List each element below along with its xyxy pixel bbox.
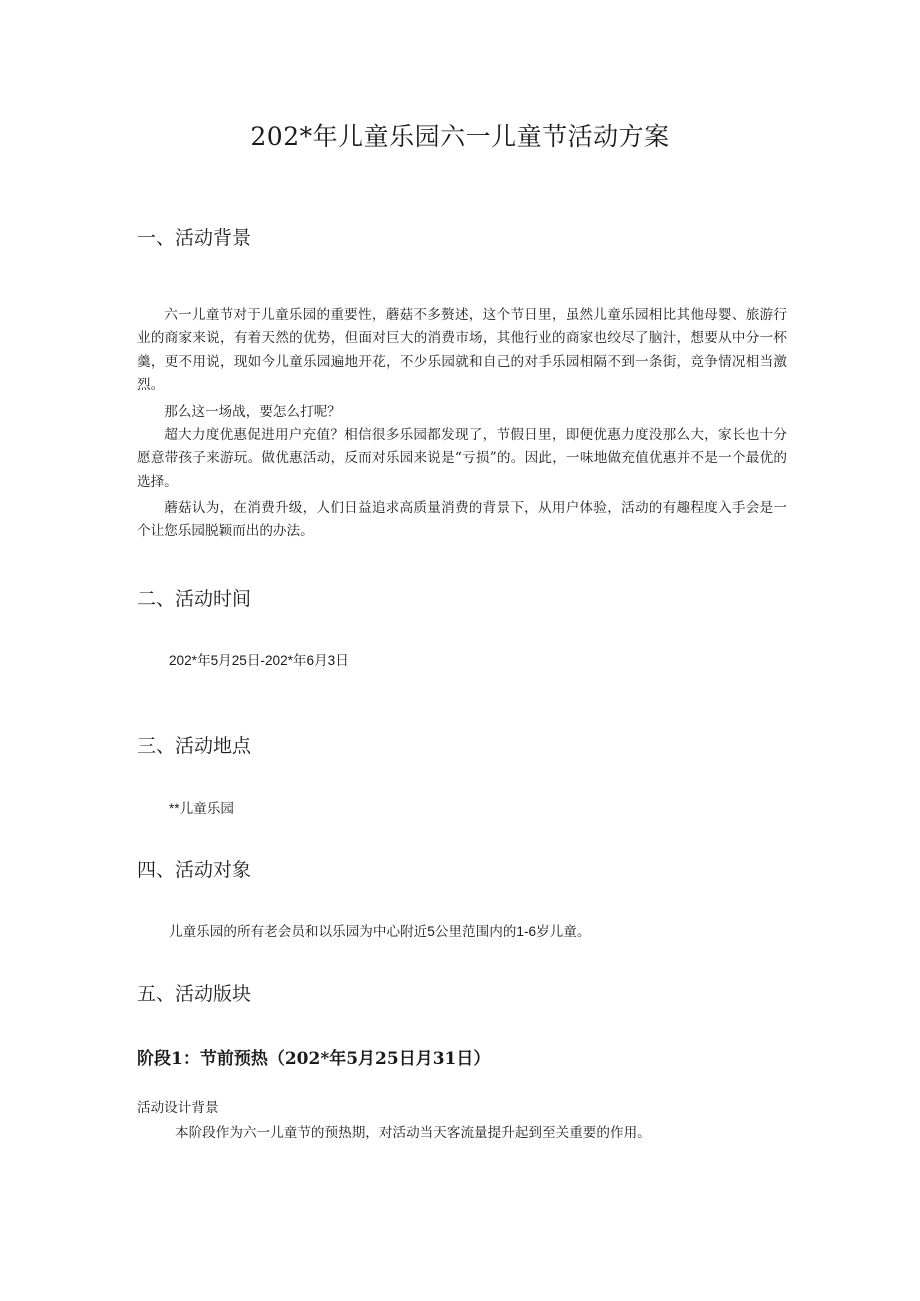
design-background-text: 本阶段作为六一儿童节的预热期，对活动当天客流量提升起到至关重要的作用。 — [175, 1125, 651, 1141]
stage-1-title: 阶段1：节前预热（202*年5月25日月31日） — [137, 1049, 491, 1069]
section-heading-place: 三、活动地点 — [137, 735, 252, 757]
activity-audience-text: 儿童乐园的所有老会员和以乐园为中心附近5公里范围内的1-6岁儿童。 — [169, 924, 591, 939]
section-heading-modules: 五、活动版块 — [137, 983, 252, 1005]
background-paragraph-1: 六一儿童节对于儿童乐园的重要性，蘑菇不多赘述，这个节日里，虽然儿童乐园相比其他母婴、旅游行业的商家来说，有着天然的优势，但面对巨大的消费市场，其他行业的商家也绞尽了脑汁，想要从中分一杯羹，更不用说，现如今儿童乐园遍地开花，不少乐园就和自己的对手乐园相隔不到一条街，竞争情况相当激烈。 — [137, 307, 787, 393]
background-paragraph-3: 超大力度优惠促进用户充值？相信很多乐园都发现了，节假日里，即便优惠力度没那么大，家长也十分愿意带孩子来游玩。做优惠活动，反而对乐园来说是“亏损”的。因此，一味地做充值优惠并不是一个最优的选择。 — [137, 427, 787, 490]
activity-time-text: 202*年5月25日-202*年6月3日 — [169, 653, 349, 668]
section-heading-audience: 四、活动对象 — [137, 859, 252, 881]
background-paragraph-2: 那么这一场战，要怎么打呢？ — [164, 404, 341, 420]
activity-place-text: **儿童乐园 — [169, 801, 234, 816]
design-background-label: 活动设计背景 — [137, 1100, 219, 1116]
section-heading-time: 二、活动时间 — [137, 588, 252, 610]
document-title: 202*年儿童乐园六一儿童节活动方案 — [250, 122, 670, 151]
section-heading-background: 一、活动背景 — [137, 227, 252, 249]
background-paragraph-4: 蘑菇认为，在消费升级，人们日益追求高质量消费的背景下，从用户体验，活动的有趣程度入手会是一个让您乐园脱颖而出的办法。 — [137, 500, 787, 540]
